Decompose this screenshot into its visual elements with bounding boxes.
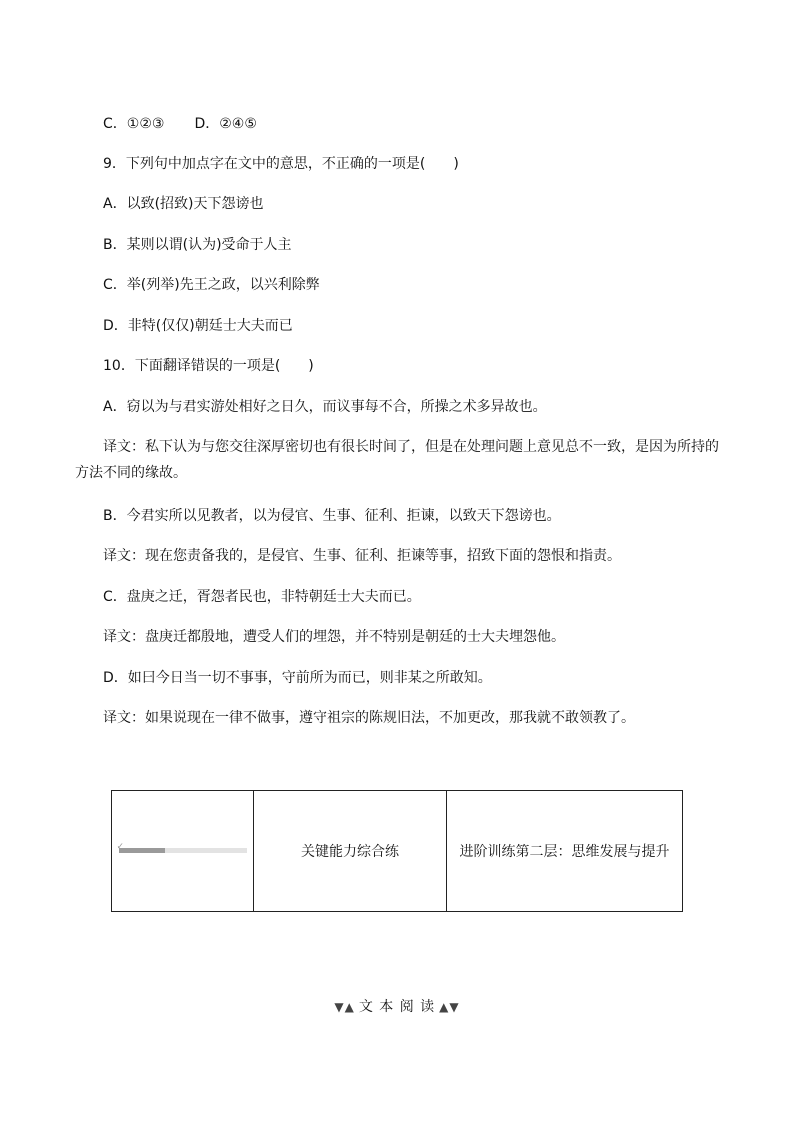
q9-stem: 9．下列句中加点字在文中的意思，不正确的一项是( ) [103, 156, 459, 172]
q10-option-c-translation: 译文：盘庚迁都殷地，遭受人们的埋怨，并不特别是朝廷的士大夫埋怨他。 [103, 629, 565, 645]
banner-right-label: 进阶训练第二层：思维发展与提升 [447, 791, 683, 912]
q9-option-c: C．举(列举)先王之政，以兴利除弊 [103, 277, 320, 293]
q10-stem: 10．下面翻译错误的一项是( ) [103, 358, 314, 374]
section-heading [0, 996, 794, 1016]
banner-progress-cell [112, 791, 254, 912]
q8-option-c: C．①②③ [103, 116, 165, 132]
q8-options [103, 114, 257, 134]
q9-option-d: D．非特(仅仅)朝廷士大夫而已 [103, 318, 293, 334]
q10-option-d-translation: 译文：如果说现在一律不做事，遵守祖宗的陈规旧法，不加更改，那我就不敢领教了。 [103, 710, 635, 726]
banner-middle-label: 关键能力综合练 [254, 791, 447, 912]
section-heading-text: 文 本 阅 读 [358, 999, 436, 1015]
check-icon: ✓ [116, 842, 125, 852]
q8-option-d: D．②④⑤ [194, 116, 257, 132]
q9-option-a: A．以致(招致)天下怨谤也 [103, 196, 264, 212]
q10-option-d: D．如曰今日当一切不事事，守前所为而已，则非某之所敢知。 [103, 670, 492, 686]
triangle-down-up-icon: ▼▲ [334, 1000, 355, 1014]
q10-option-a: A．窃以为与君实游处相好之日久，而议事每不合，所操之术多异故也。 [103, 399, 547, 415]
q10-option-a-translation: 译文：私下认为与您交往深厚密切也有很长时间了，但是在处理问题上意见总不一致，是因为所持的方法不同的缘故。 [75, 439, 719, 481]
q10-option-b-translation: 译文：现在您责备我的，是侵官、生事、征利、拒谏等事，招致下面的怨恨和指责。 [103, 548, 621, 564]
progress-bar [116, 842, 247, 854]
q9-option-b: B．某则以谓(认为)受命于人主 [103, 237, 292, 253]
progress-fill [119, 848, 165, 853]
section-banner [111, 790, 683, 912]
q10-option-c: C．盘庚之迁，胥怨者民也，非特朝廷士大夫而已。 [103, 589, 421, 605]
triangle-up-down-icon: ▲▼ [439, 1000, 460, 1014]
q10-option-b: B．今君实所以见教者，以为侵官、生事、征利、拒谏，以致天下怨谤也。 [103, 508, 561, 524]
